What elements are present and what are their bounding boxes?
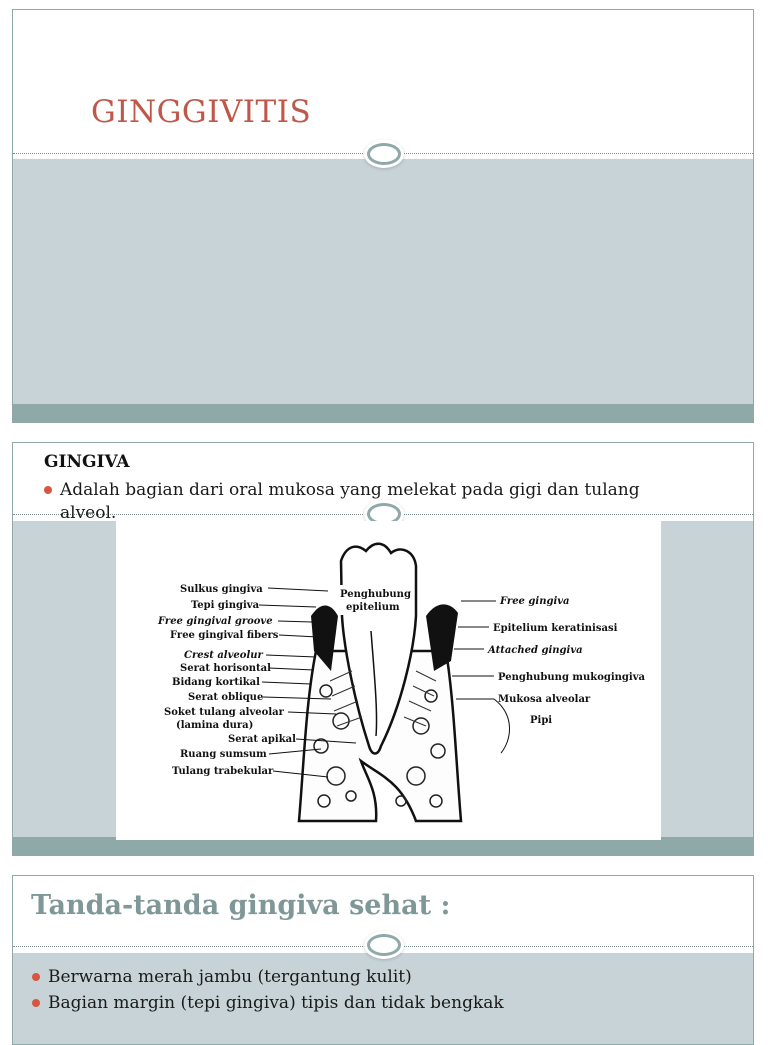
slide-2 <box>12 442 754 856</box>
diagram-label-right: Penghubung mukogingiva <box>498 672 646 683</box>
diagram-label-left: (lamina dura) <box>176 720 254 731</box>
diagram-label-right: Mukosa alveolar <box>498 694 591 705</box>
slide-2-heading: GINGIVA <box>44 452 130 472</box>
diagram-label-right: Attached gingiva <box>488 645 583 656</box>
diagram-label-left: Serat horisontal <box>180 663 271 674</box>
slide-1-title: GINGGIVITIS <box>91 94 312 130</box>
slide-3-title: Tanda-tanda gingiva sehat : <box>31 890 451 921</box>
slide-2-bullet <box>44 479 644 525</box>
diagram-label-left: Tulang trabekular <box>172 766 274 777</box>
slide-1-ring-ornament <box>367 143 401 165</box>
diagram-label-right: Epitelium keratinisasi <box>493 623 618 634</box>
slide-3-bullet-text: Berwarna merah jambu (tergantung kulit) <box>48 967 412 987</box>
gingiva-anatomy-drawing <box>116 521 661 840</box>
diagram-label-left: Soket tulang alveolar <box>164 707 284 718</box>
slide-3-bullet <box>32 992 732 1015</box>
diagram-label-right: Pipi <box>530 715 553 726</box>
diagram-label-left: Serat apikal <box>228 734 296 745</box>
bullet-dot <box>32 999 40 1007</box>
diagram-label-center-1: Penghubung <box>340 589 411 600</box>
diagram-label-left: Tepi gingiva <box>191 600 260 611</box>
diagram-label-left: Free gingival fibers <box>170 630 279 641</box>
bullet-dot <box>32 973 40 981</box>
slide-1-title-band <box>13 10 753 159</box>
diagram-label-left: Serat oblique <box>188 692 264 703</box>
slide-1-footer-band <box>13 404 753 423</box>
diagram-label-right: Free gingiva <box>500 596 570 607</box>
diagram-label-left: Sulkus gingiva <box>180 584 263 595</box>
diagram-label-center-2: epitelium <box>346 602 400 613</box>
diagram-label-left: Bidang kortikal <box>172 677 260 688</box>
gingiva-anatomy-diagram <box>116 521 661 840</box>
slide-3-ring-ornament <box>367 934 401 956</box>
slide-3-bullet <box>32 966 732 989</box>
slide-3-bullet-text: Bagian margin (tepi gingiva) tipis dan tidak bengkak <box>48 993 504 1013</box>
slide-3 <box>12 875 754 1045</box>
diagram-label-left: Ruang sumsum <box>180 749 267 760</box>
slide-1 <box>12 9 754 423</box>
slide-2-bullet-text: Adalah bagian dari oral mukosa yang melekat pada gigi dan tulang alveol. <box>60 480 640 523</box>
diagram-label-left: Free gingival groove <box>158 616 273 627</box>
diagram-label-left: Crest alveolur <box>184 650 263 661</box>
bullet-dot <box>44 486 52 494</box>
slide-1-content-band <box>13 159 753 404</box>
